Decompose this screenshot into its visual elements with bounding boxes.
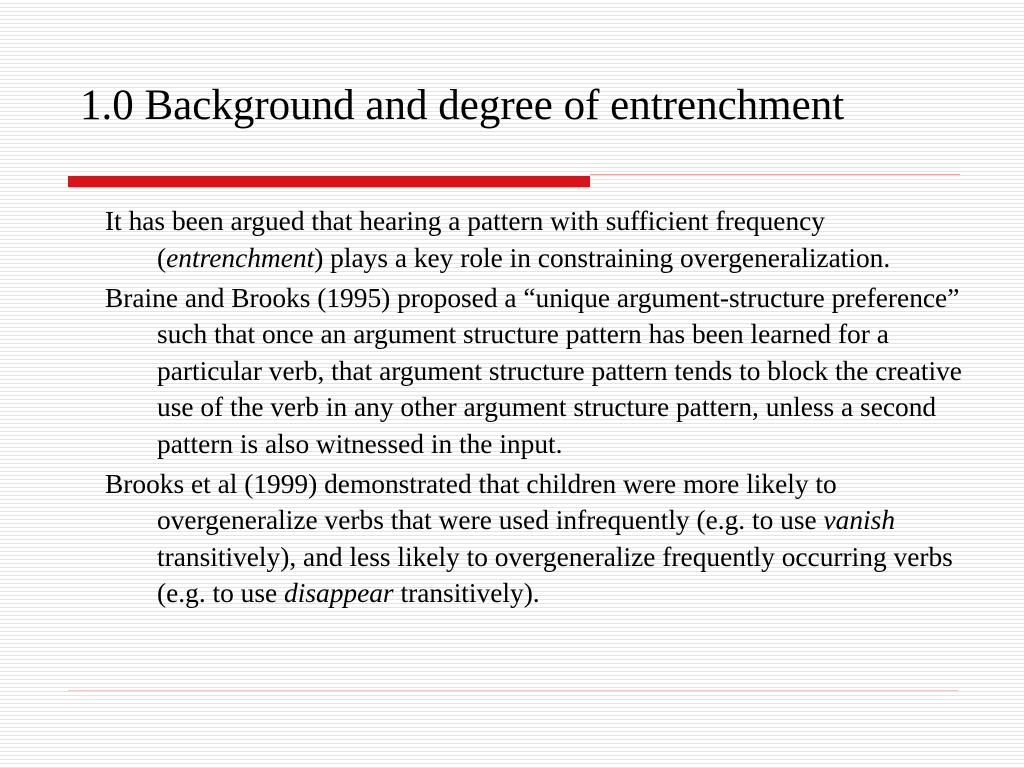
paragraph-braine-brooks <box>105 280 985 463</box>
paragraph-brooks-et-al <box>105 466 985 612</box>
paragraph-text: transitively). <box>393 578 540 608</box>
italic-term: disappear <box>284 578 394 608</box>
slide-title: 1.0 Background and degree of entrenchment <box>80 82 845 129</box>
paragraph-entrenchment <box>105 203 985 276</box>
footer-divider-line <box>68 690 958 691</box>
paragraph-text: Braine and Brooks (1995) proposed a “unique argument-structure preference” such that once an argument structure pattern has been learned for a particular verb, that argument structure pattern tends to block the creative use of the verb in any other argument structure pattern, unless a second pattern is also witnessed in the input. <box>105 282 962 459</box>
paragraph-text: transitively), and less likely to overgeneralize frequently occurring verbs (e.g. to use <box>157 541 953 608</box>
paragraph-text: ) plays a key role in constraining overgeneralization. <box>314 242 891 273</box>
title-accent-bar <box>68 176 590 187</box>
italic-term: vanish <box>823 505 896 535</box>
paragraph-text: It has been argued that hearing a pattern with sufficient frequency ( <box>105 206 825 273</box>
paragraph-text: Brooks et al (1999) demonstrated that children were more likely to overgeneralize verbs that were used infrequently (e.g. to use <box>105 468 837 535</box>
italic-term: entrenchment <box>166 242 315 273</box>
bullet-list <box>105 203 985 612</box>
title-divider-line <box>590 174 960 175</box>
